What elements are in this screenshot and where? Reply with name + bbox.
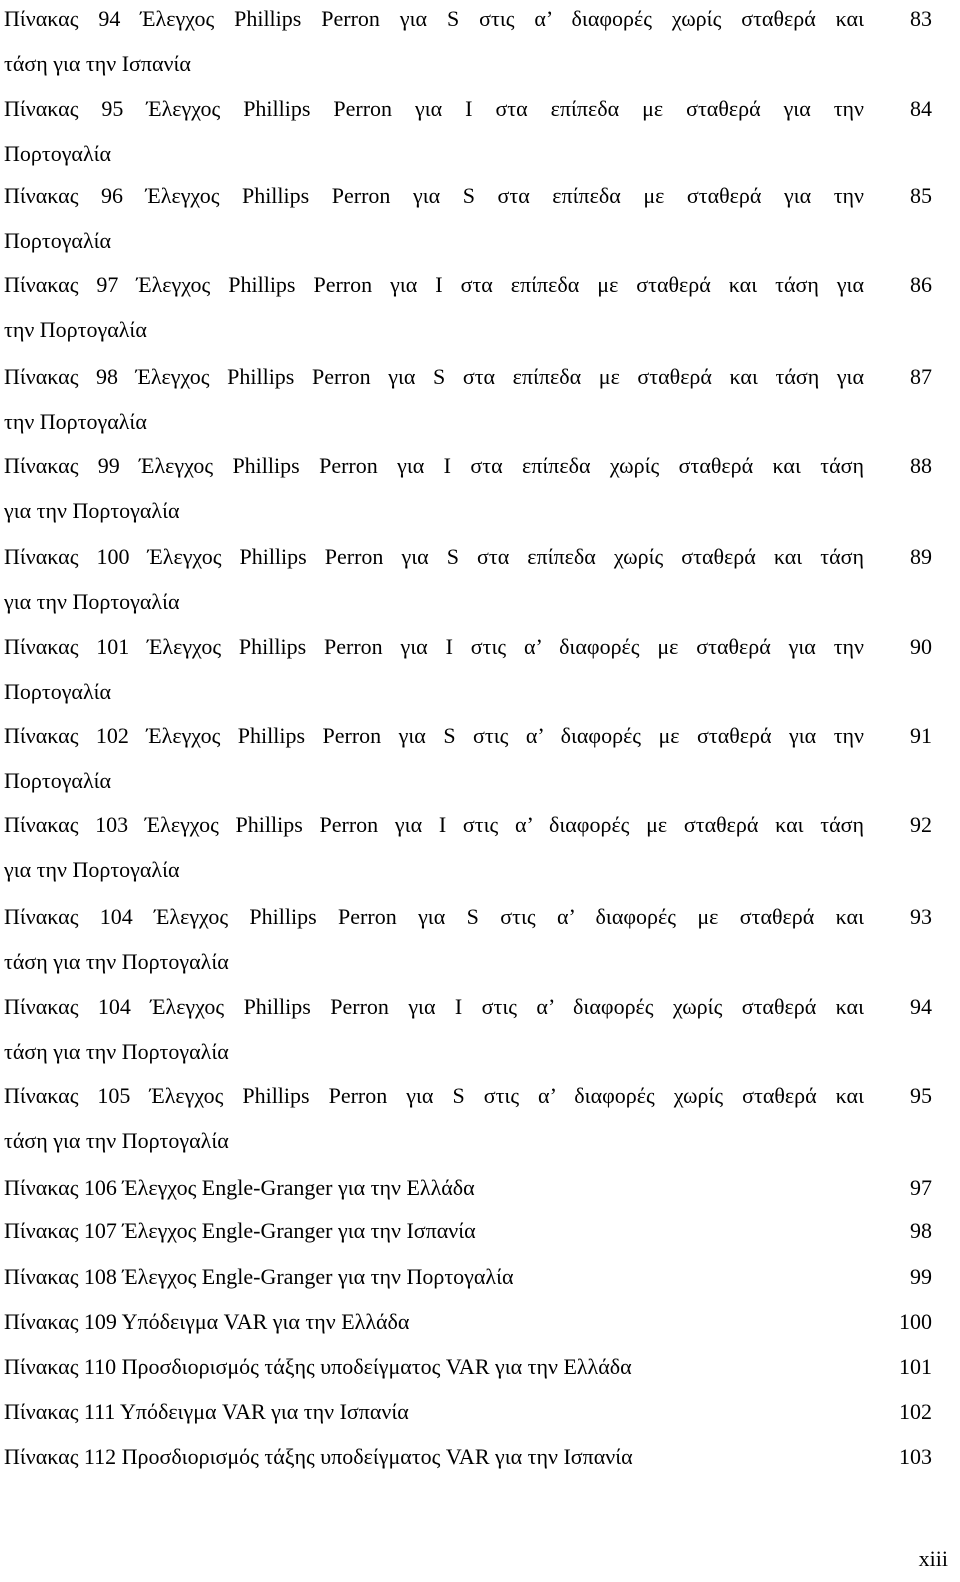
entry-page-number: 87 bbox=[910, 364, 932, 389]
entry-title-line1: Πίνακας 102 Έλεγχος Phillips Perron για S στις α’ διαφορές με σταθερά για την bbox=[4, 723, 864, 748]
entry-page-number: 88 bbox=[910, 453, 932, 478]
entry-page-number: 100 bbox=[899, 1309, 932, 1334]
entry-title-line1: Πίνακας 108 Έλεγχος Engle-Granger για την Πορτογαλία bbox=[4, 1264, 514, 1289]
entry-title-line2: την Πορτογαλία bbox=[4, 317, 147, 342]
entry-page-number: 90 bbox=[910, 634, 932, 659]
entry-title-line2: Πορτογαλία bbox=[4, 679, 112, 704]
entry-title-line1: Πίνακας 98 Έλεγχος Phillips Perron για S στα επίπεδα με σταθερά και τάση για bbox=[4, 364, 864, 389]
entry-title-line1: Πίνακας 94 Έλεγχος Phillips Perron για S στις α’ διαφορές χωρίς σταθερά και bbox=[4, 6, 864, 31]
entry-title-line2: για την Πορτογαλία bbox=[4, 498, 180, 523]
entry-title-line2: τάση για την Ισπανία bbox=[4, 51, 191, 76]
entry-title-line1: Πίνακας 109 Υπόδειγμα VAR για την Ελλάδα bbox=[4, 1309, 410, 1334]
entry-page-number: 89 bbox=[910, 544, 932, 569]
entry-title-line2: τάση για την Πορτογαλία bbox=[4, 1128, 229, 1153]
entry-page-number: 95 bbox=[910, 1083, 932, 1108]
entry-title-line2: για την Πορτογαλία bbox=[4, 589, 180, 614]
entry-title-line1: Πίνακας 106 Έλεγχος Engle-Granger για την Ελλάδα bbox=[4, 1175, 475, 1200]
entry-page-number: 103 bbox=[899, 1444, 932, 1469]
entry-title-line1: Πίνακας 112 Προσδιορισμός τάξης υποδείγματος VAR για την Ισπανία bbox=[4, 1444, 633, 1469]
entry-title-line1: Πίνακας 103 Έλεγχος Phillips Perron για I στις α’ διαφορές με σταθερά και τάση bbox=[4, 812, 864, 837]
entry-title-line1: Πίνακας 110 Προσδιορισμός τάξης υποδείγματος VAR για την Ελλάδα bbox=[4, 1354, 632, 1379]
entry-title-line2: Πορτογαλία bbox=[4, 228, 112, 253]
entry-title-line1: Πίνακας 105 Έλεγχος Phillips Perron για S στις α’ διαφορές χωρίς σταθερά και bbox=[4, 1083, 864, 1108]
entry-page-number: 102 bbox=[899, 1399, 932, 1424]
entry-title-line1: Πίνακας 104 Έλεγχος Phillips Perron για I στις α’ διαφορές χωρίς σταθερά και bbox=[4, 994, 864, 1019]
entry-title-line1: Πίνακας 104 Έλεγχος Phillips Perron για S στις α’ διαφορές με σταθερά και bbox=[4, 904, 864, 929]
entry-title-line1: Πίνακας 111 Υπόδειγμα VAR για την Ισπανία bbox=[4, 1399, 409, 1424]
entry-page-number: 84 bbox=[910, 96, 932, 121]
entry-page-number: 97 bbox=[910, 1175, 932, 1200]
entry-title-line2: την Πορτογαλία bbox=[4, 409, 147, 434]
entry-title-line2: για την Πορτογαλία bbox=[4, 857, 180, 882]
entry-page-number: 92 bbox=[910, 812, 932, 837]
entry-page-number: 93 bbox=[910, 904, 932, 929]
entry-title-line1: Πίνακας 100 Έλεγχος Phillips Perron για S στα επίπεδα χωρίς σταθερά και τάση bbox=[4, 544, 864, 569]
entry-page-number: 83 bbox=[910, 6, 932, 31]
footer-page-number: xiii bbox=[918, 1546, 948, 1571]
entry-page-number: 91 bbox=[910, 723, 932, 748]
entry-title-line1: Πίνακας 101 Έλεγχος Phillips Perron για I στις α’ διαφορές με σταθερά για την bbox=[4, 634, 864, 659]
entry-title-line1: Πίνακας 99 Έλεγχος Phillips Perron για I στα επίπεδα χωρίς σταθερά και τάση bbox=[4, 453, 864, 478]
entry-page-number: 86 bbox=[910, 272, 932, 297]
entry-page-number: 98 bbox=[910, 1218, 932, 1243]
entry-title-line2: τάση για την Πορτογαλία bbox=[4, 949, 229, 974]
entry-title-line1: Πίνακας 96 Έλεγχος Phillips Perron για S στα επίπεδα με σταθερά για την bbox=[4, 183, 864, 208]
entry-title-line2: Πορτογαλία bbox=[4, 768, 112, 793]
entry-title-line1: Πίνακας 95 Έλεγχος Phillips Perron για I στα επίπεδα με σταθερά για την bbox=[4, 96, 864, 121]
entry-page-number: 99 bbox=[910, 1264, 932, 1289]
entry-title-line1: Πίνακας 97 Έλεγχος Phillips Perron για I στα επίπεδα με σταθερά και τάση για bbox=[4, 272, 864, 297]
entry-title-line1: Πίνακας 107 Έλεγχος Engle-Granger για την Ισπανία bbox=[4, 1218, 476, 1243]
entry-title-line2: Πορτογαλία bbox=[4, 141, 112, 166]
entry-page-number: 85 bbox=[910, 183, 932, 208]
entry-page-number: 94 bbox=[910, 994, 932, 1019]
entry-title-line2: τάση για την Πορτογαλία bbox=[4, 1039, 229, 1064]
entry-page-number: 101 bbox=[899, 1354, 932, 1379]
